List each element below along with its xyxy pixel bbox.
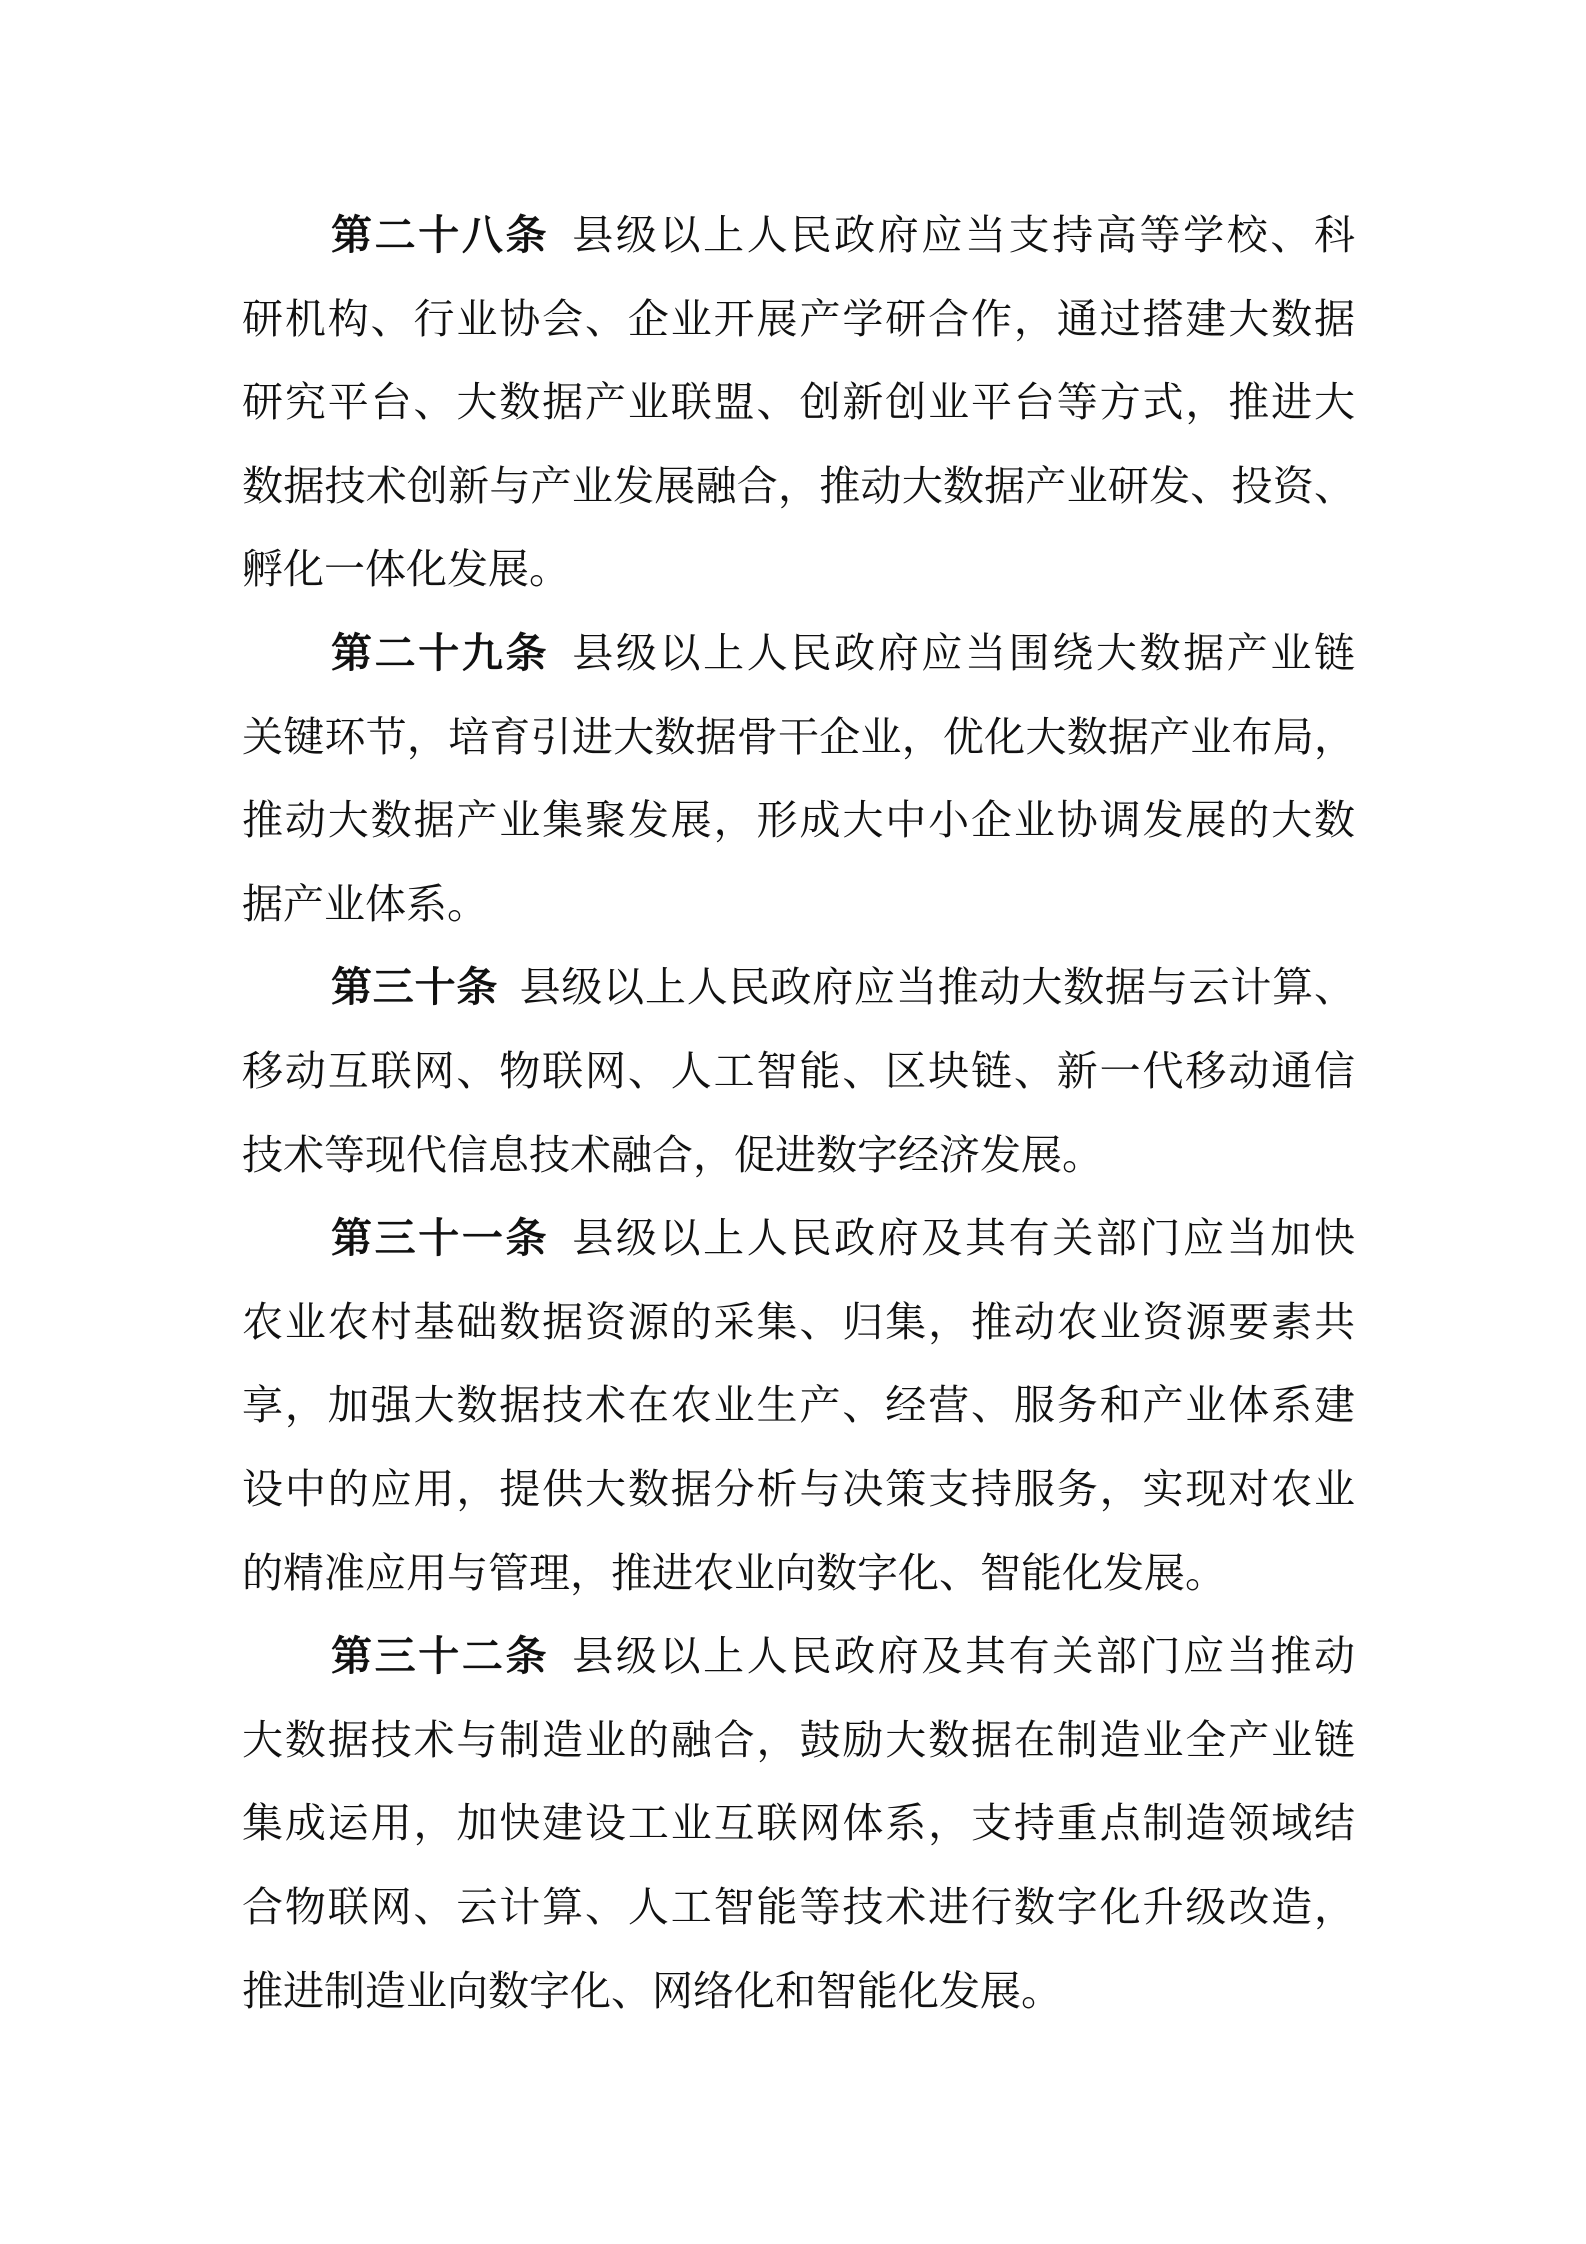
- article-text: 的精准应用与管理，推进农业向数字化、智能化发展。: [242, 1548, 1226, 1597]
- article-first-line: [331, 193, 1355, 277]
- article-text: 推进制造业向数字化、网络化和智能化发展。: [242, 1966, 1062, 2015]
- article-text: 数据技术创新与产业发展融合，推动大数据产业研发、投资、: [242, 461, 1355, 510]
- article-text: 县级以上人民政府应当推动大数据与云计算、: [518, 963, 1355, 1012]
- article-text: 关键环节，培育引进大数据骨干企业，优化大数据产业布局，: [242, 712, 1355, 761]
- article-line: [242, 1698, 1355, 1782]
- article-text: 大数据技术与制造业的融合，鼓励大数据在制造业全产业链: [242, 1715, 1355, 1764]
- article-line: [242, 1865, 1355, 1949]
- article-text: 合物联网、云计算、人工智能等技术进行数字化升级改造，: [242, 1883, 1355, 1931]
- article-heading: 第三十二条: [331, 1632, 550, 1681]
- article-first-line: [331, 1614, 1355, 1698]
- article-line: [242, 1280, 1355, 1364]
- article-text: 县级以上人民政府及其有关部门应当加快: [569, 1214, 1355, 1263]
- article-line: [242, 360, 1355, 444]
- article-text: 集成运用，加快建设工业互联网体系，支持重点制造领域结: [242, 1799, 1355, 1848]
- article-first-line: [331, 1196, 1355, 1280]
- article-text: 研机构、行业协会、企业开展产学研合作，通过搭建大数据: [242, 294, 1355, 343]
- article-line: [242, 1949, 1355, 2033]
- article-text: 研究平台、大数据产业联盟、创新创业平台等方式，推进大: [242, 378, 1355, 427]
- article-first-line: [331, 945, 1355, 1029]
- article-text: 设中的应用，提供大数据分析与决策支持服务，实现对农业: [242, 1465, 1355, 1513]
- article-text: 农业农村基础数据资源的采集、归集，推动农业资源要素共: [242, 1297, 1355, 1346]
- article-line: [242, 862, 1355, 946]
- article-text: 据产业体系。: [242, 879, 488, 928]
- article-line: [242, 1531, 1355, 1615]
- article-text: 推动大数据产业集聚发展，形成大中小企业协调发展的大数: [242, 796, 1355, 845]
- article-line: [242, 1447, 1355, 1531]
- article-heading: 第二十八条: [331, 211, 550, 259]
- article-text: 移动互联网、物联网、人工智能、区块链、新一代移动通信: [242, 1047, 1355, 1095]
- article-text: 孵化一体化发展。: [242, 545, 570, 594]
- article-text: 县级以上人民政府应当支持高等学校、科: [569, 211, 1355, 259]
- article-text: 县级以上人民政府及其有关部门应当推动: [569, 1632, 1355, 1681]
- article-line: [242, 444, 1355, 528]
- article-line: [242, 695, 1355, 779]
- article-heading: 第三十条: [331, 963, 499, 1012]
- article-line: [242, 778, 1355, 862]
- article-line: [242, 1113, 1355, 1197]
- article-text: 享，加强大数据技术在农业生产、经营、服务和产业体系建: [242, 1381, 1355, 1430]
- article-line: [242, 277, 1355, 361]
- article-line: [242, 1781, 1355, 1865]
- article-heading: 第三十一条: [331, 1214, 550, 1263]
- article-line: [242, 1029, 1355, 1113]
- article-heading: 第二十九条: [331, 629, 550, 677]
- article-text: 技术等现代信息技术融合，促进数字经济发展。: [242, 1130, 1103, 1179]
- article-text: 县级以上人民政府应当围绕大数据产业链: [569, 629, 1355, 677]
- article-line: [242, 1363, 1355, 1447]
- article-line: [242, 527, 1355, 611]
- article-first-line: [331, 611, 1355, 695]
